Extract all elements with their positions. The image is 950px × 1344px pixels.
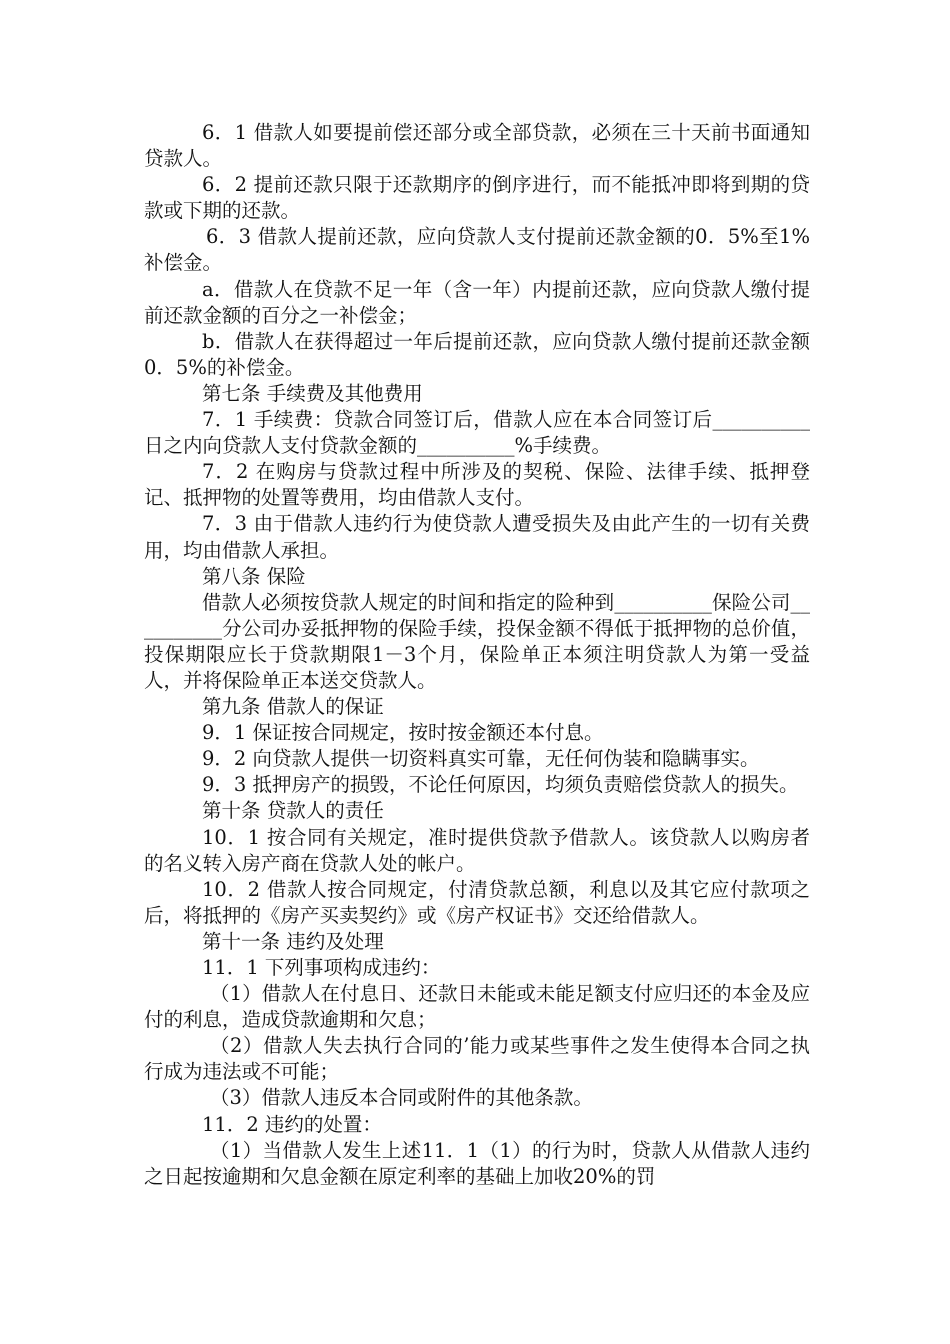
clause-9-3: 9．3 抵押房产的损毁，不论任何原因，均须负责赔偿贷款人的损失。 xyxy=(202,773,799,797)
clause-9-2: 9．2 向贷款人提供一切资料真实可靠，无任何伪装和隐瞒事实。 xyxy=(202,747,760,771)
clause-11-2-item-1: （1）当借款人发生上述11．1（1）的行为时，贷款人从借款人违约之日起按逾期和欠息金额在原定利率的基础上加收20%的罚 xyxy=(144,1138,810,1188)
clause-6-3-a: a．借款人在贷款不足一年（含一年）内提前还款，应向贷款人缴付提前还款金额的百分之一补偿金； xyxy=(144,277,810,327)
article-11-heading: 第十一条 违约及处理 xyxy=(202,929,384,953)
document-body xyxy=(144,120,810,1190)
clause-7-3: 7．3 由于借款人违约行为使贷款人遭受损失及由此产生的一切有关费用，均由借款人承担。 xyxy=(144,512,810,562)
clause-10-1: 10．1 按合同有关规定，准时提供贷款予借款人。该贷款人以购房者的名义转入房产商在贷款人处的帐户。 xyxy=(144,825,810,875)
clause-11-1-item-3: （3）借款人违反本合同或附件的其他条款。 xyxy=(210,1086,593,1110)
clause-6-2: 6．2 提前还款只限于还款期序的倒序进行，而不能抵冲即将到期的贷款或下期的还款。 xyxy=(144,173,810,223)
clause-9-1: 9．1 保证按合同规定，按时按金额还本付息。 xyxy=(202,721,604,745)
article-7-heading: 第七条 手续费及其他费用 xyxy=(202,381,423,405)
clause-11-1-item-1: （1）借款人在付息日、还款日未能或未能足额支付应归还的本金及应付的利息，造成贷款逾期和欠息； xyxy=(144,982,810,1032)
clause-6-3-b: b．借款人在获得超过一年后提前还款，应向贷款人缴付提前还款金额0．5%的补偿金。 xyxy=(144,329,810,379)
clause-7-1: 7．1 手续费：贷款合同签订后，借款人应在本合同签订后__________日之内向贷款人支付贷款金额的__________%手续费。 xyxy=(144,408,810,458)
article-8-body: 借款人必须按贷款人规定的时间和指定的险种到__________保险公司__________分公司办妥抵押物的保险手续，投保金额不得低于抵押物的总价值，投保期限应长于贷款期限1－3个月，保险单正本须注明贷款人为第一受益人，并将保险单正本送交贷款人。 xyxy=(144,590,810,692)
clause-10-2: 10．2 借款人按合同规定，付清贷款总额，利息以及其它应付款项之后，将抵押的《房产买卖契约》或《房产权证书》交还给借款人。 xyxy=(144,877,810,927)
clause-6-3: 6．3 借款人提前还款，应向贷款人支付提前还款金额的0．5%至1%补偿金。 xyxy=(144,225,810,275)
article-9-heading: 第九条 借款人的保证 xyxy=(202,695,384,719)
article-8-heading: 第八条 保险 xyxy=(202,564,306,588)
clause-7-2: 7．2 在购房与贷款过程中所涉及的契税、保险、法律手续、抵押登记、抵押物的处置等费用，均由借款人支付。 xyxy=(144,460,810,510)
clause-6-1: 6．1 借款人如要提前偿还部分或全部贷款，必须在三十天前书面通知贷款人。 xyxy=(144,121,810,171)
article-10-heading: 第十条 贷款人的责任 xyxy=(202,799,384,823)
clause-11-1: 11．1 下列事项构成违约： xyxy=(202,956,441,979)
clause-11-1-item-2: （2）借款人失去执行合同的’能力或某些事件之发生使得本合同之执行成为违法或不可能； xyxy=(144,1034,810,1084)
clause-11-2: 11．2 违约的处置： xyxy=(202,1112,382,1136)
